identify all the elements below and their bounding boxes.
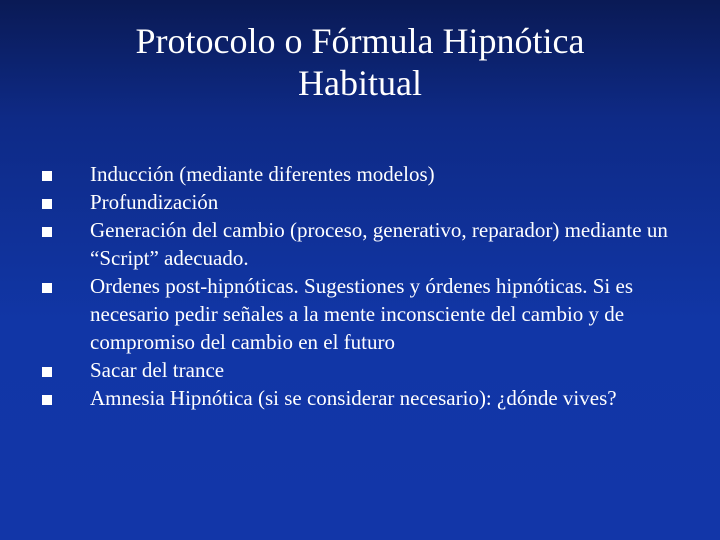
- slide-title: [60, 20, 660, 104]
- square-bullet-icon: [42, 283, 52, 293]
- bullet-text: Ordenes post-hipnóticas. Sugestiones y órdenes hipnóticas. Si es necesario pedir señales a la mente inconsciente del cambio y de compromiso del cambio en el futuro: [90, 274, 634, 354]
- bullet-item-ordenes: [42, 272, 682, 356]
- bullet-text: Sacar del trance: [90, 358, 225, 382]
- bullet-item-generacion: [42, 216, 682, 272]
- bullet-item-induccion: [42, 160, 682, 188]
- square-bullet-icon: [42, 395, 52, 405]
- bullet-item-sacar: [42, 356, 682, 384]
- bullet-item-amnesia: [42, 384, 682, 412]
- square-bullet-icon: [42, 227, 52, 237]
- square-bullet-icon: [42, 171, 52, 181]
- bullet-text: Inducción (mediante diferentes modelos): [90, 162, 435, 186]
- title-line-2: Habitual: [298, 63, 422, 103]
- bullet-list: [42, 160, 682, 412]
- bullet-item-profundizacion: [42, 188, 682, 216]
- square-bullet-icon: [42, 367, 52, 377]
- bullet-text: Amnesia Hipnótica (si se considerar necesario): ¿dónde vives?: [90, 386, 617, 410]
- square-bullet-icon: [42, 199, 52, 209]
- bullet-text: Generación del cambio (proceso, generativo, reparador) mediante un “Script” adecuado.: [90, 218, 668, 270]
- bullet-text: Profundización: [90, 190, 219, 214]
- title-line-1: Protocolo o Fórmula Hipnótica: [135, 21, 585, 61]
